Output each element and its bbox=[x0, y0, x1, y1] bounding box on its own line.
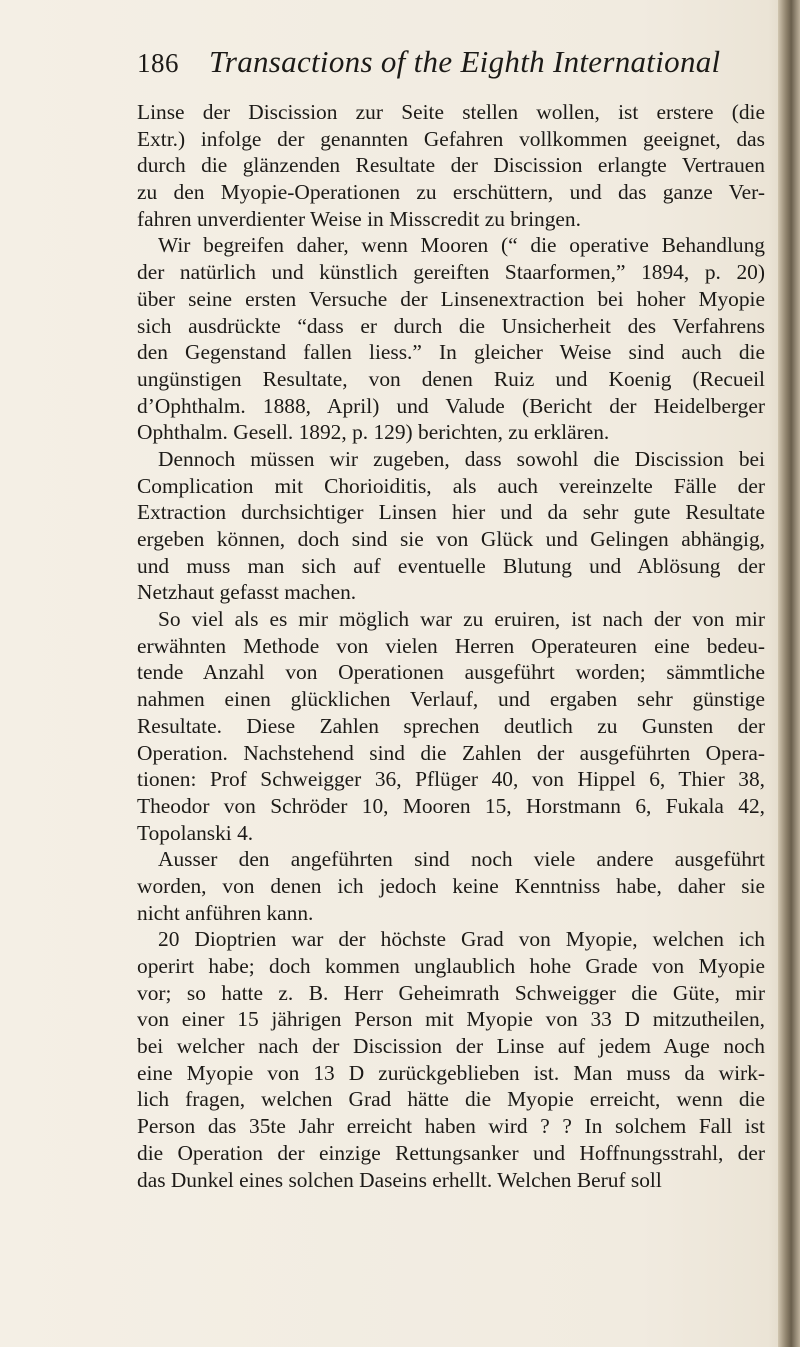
text-line: eine Myopie von 13 D zurückgeblieben ist. Man muss da wirk- bbox=[137, 1060, 765, 1085]
text-line: Theodor von Schröder 10, Mooren 15, Horstmann 6, Fukala 42, bbox=[137, 793, 765, 818]
text-line: So viel als es mir möglich war zu eruiren, ist nach der von mir bbox=[158, 607, 765, 632]
text-line: vor; so hatte z. B. Herr Geheimrath Schweigger die Güte, mir bbox=[137, 980, 765, 1005]
text-line: Dennoch müssen wir zugeben, dass sowohl die Discission bei bbox=[158, 446, 765, 471]
text-line: ergeben können, doch sind sie von Glück und Gelingen abhängig, bbox=[137, 527, 765, 551]
page-number: 186 bbox=[137, 48, 179, 78]
text-line: lich fragen, welchen Grad hätte die Myopie erreicht, wenn die bbox=[137, 1087, 765, 1112]
text-line: nicht anführen kann. bbox=[137, 900, 314, 925]
text-line: Complication mit Chorioiditis, als auch vereinzelte Fälle der bbox=[137, 473, 765, 498]
text-line: den Gegenstand fallen liess.” In gleicher Weise sind auch die bbox=[137, 340, 765, 365]
text-line: Operation. Nachstehend sind die Zahlen der ausgeführten Opera- bbox=[137, 740, 765, 765]
text-line: der natürlich und künstlich gereiften Staarformen,” 1894, p. 20) bbox=[137, 260, 765, 285]
text-line: erwähnten Methode von vielen Herren Operateuren eine bedeu- bbox=[137, 633, 765, 658]
text-line: Extraction durchsichtiger Linsen hier und da sehr gute Resultate bbox=[137, 500, 765, 525]
text-line: zu den Myopie-Operationen zu erschüttern, und das ganze Ver- bbox=[137, 180, 765, 205]
text-line: über seine ersten Versuche der Linsenextraction bei hoher Myopie bbox=[137, 286, 765, 311]
text-line: fahren unverdienter Weise in Misscredit zu bringen. bbox=[137, 206, 581, 231]
text-line: tionen: Prof Schweigger 36, Pflüger 40, von Hippel 6, Thier 38, bbox=[137, 767, 765, 792]
page-edge-binding bbox=[778, 0, 800, 1347]
text-line: 20 Dioptrien war der höchste Grad von Myopie, welchen ich bbox=[158, 927, 765, 952]
text-line: Topolanski 4. bbox=[137, 820, 254, 845]
text-line: d’Ophthalm. 1888, April) und Valude (Bericht der Heidelberger bbox=[137, 393, 765, 418]
text-line: von einer 15 jährigen Person mit Myopie von 33 D mitzutheilen, bbox=[137, 1007, 765, 1032]
text-line: Wir begreifen daher, wenn Mooren (“ die operative Behandlung bbox=[158, 233, 765, 258]
text-line: Linse der Discission zur Seite stellen wollen, ist erstere (die bbox=[137, 100, 765, 124]
text-line: tende Anzahl von Operationen ausgeführt worden; sämmtliche bbox=[137, 660, 765, 685]
text-line: operirt habe; doch kommen unglaublich hohe Grade von Myopie bbox=[137, 954, 765, 978]
text-line: bei welcher nach der Discission der Linse auf jedem Auge noch bbox=[137, 1034, 765, 1059]
running-title: Transactions of the Eighth International bbox=[209, 44, 721, 79]
body-text bbox=[137, 99, 765, 1193]
text-line: die Operation der einzige Rettungsanker und Hoffnungsstrahl, der bbox=[137, 1140, 765, 1165]
text-line: Netzhaut gefasst machen. bbox=[137, 580, 357, 605]
text-line: durch die glänzenden Resultate der Discission erlangte Vertrauen bbox=[137, 153, 765, 178]
text-line: das Dunkel eines solchen Daseins erhellt. Welchen Beruf soll bbox=[137, 1167, 662, 1192]
text-line: Extr.) infolge der genannten Gefahren vollkommen geeignet, das bbox=[137, 126, 765, 151]
text-line: nahmen einen glücklichen Verlauf, und ergaben sehr günstige bbox=[137, 687, 765, 712]
text-line: ungünstigen Resultate, von denen Ruiz und Koenig (Recueil bbox=[137, 366, 765, 391]
text-line: Ausser den angeführten sind noch viele andere ausgeführt bbox=[158, 847, 765, 872]
text-line: Ophthalm. Gesell. 1892, p. 129) berichten, zu erklären. bbox=[137, 420, 610, 445]
text-line: sich ausdrückte “dass er durch die Unsicherheit des Verfahrens bbox=[137, 313, 765, 338]
text-line: Resultate. Diese Zahlen sprechen deutlich zu Gunsten der bbox=[137, 713, 765, 738]
page-header bbox=[137, 44, 737, 92]
text-line: worden, von denen ich jedoch keine Kenntniss habe, daher sie bbox=[137, 873, 765, 898]
text-line: und muss man sich auf eventuelle Blutung und Ablösung der bbox=[137, 553, 765, 578]
text-line: Person das 35te Jahr erreicht haben wird ? ? In solchem Fall ist bbox=[137, 1114, 765, 1139]
